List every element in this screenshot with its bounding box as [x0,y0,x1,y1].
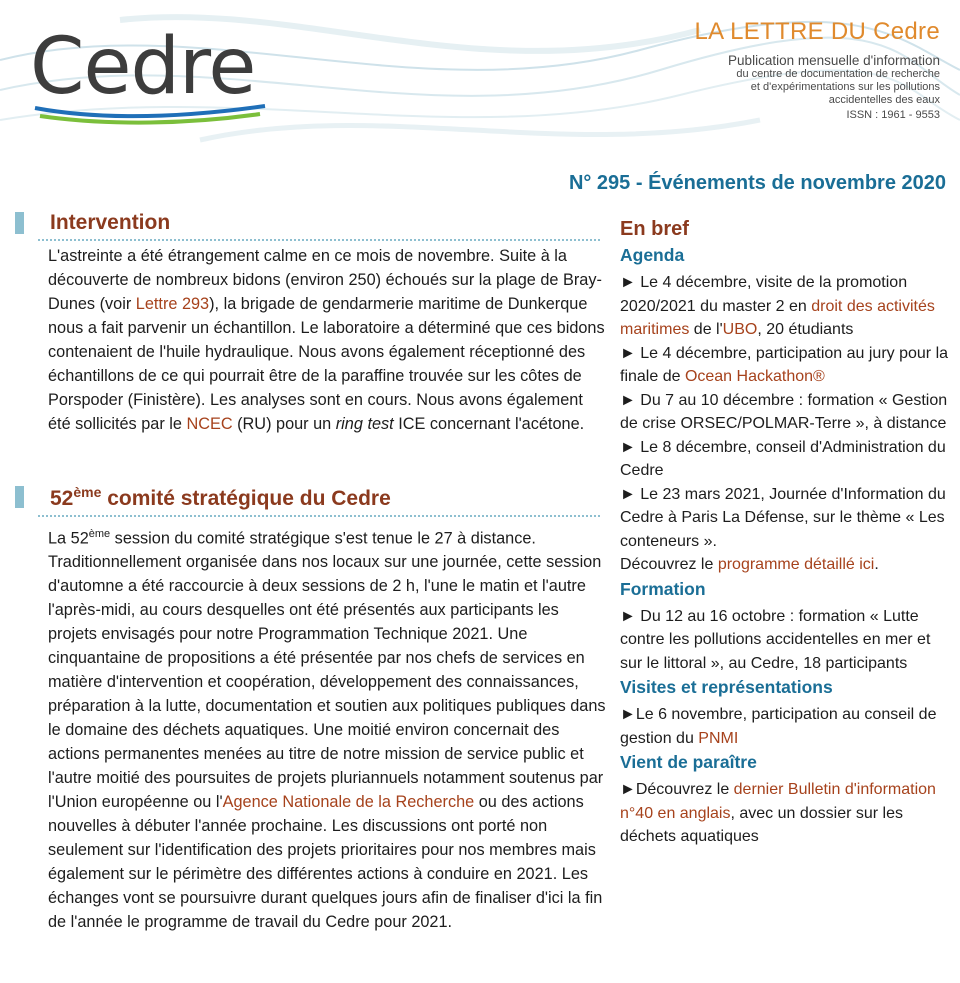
cedre-logo[interactable] [30,22,280,122]
logo-text: Cedre [30,22,256,112]
header [0,0,960,165]
logo-swoosh-icon [30,102,270,128]
publication-info [695,18,940,121]
section-divider [38,239,600,241]
brief-column [620,215,950,849]
link-ocean-hackathon[interactable]: Ocean Hackathon® [684,368,825,385]
link-droit-activites-maritimes[interactable]: droit des activités maritimes [620,297,935,338]
brief-title: En bref [620,218,689,240]
issue-title: N° 295 - Événements de novembre 2020 [568,172,946,194]
agenda-item: ► Le 23 mars 2021, Journée d'Information du Cedre à Paris La Défense, sur le thème « Les conteneurs ». Découvrez le programme détaillé ici. [620,485,946,573]
intervention-paragraph: L'astreinte a été étrangement calme en ce mois de novembre. Suite à la découverte de nombreux bidons (environ 250) échoués sur la plage de Bray-Dunes (voir Lettre 293), la brigade de gendarmerie maritime de Dunkerque nous a fait parvenir un échantillon. Le laboratoire a déterminé que ces bidons contenaient de l'huile hydraulique. Nous avons également réceptionné des échantillons de ce qui pourrait être de la paraffine trouvée sur les côtes de Porspoder (Finistère). Les analyses sont en cours. Nous avons également été sollicités par le NCEC (RU) pour un ring test ICE concernant l'acétone. [48,247,605,433]
publication-subtitle: Publication mensuelle d'information [728,53,940,68]
visits-heading: Visites et représentations [620,677,833,697]
agenda-item: ► Le 4 décembre, visite de la promotion 2020/2021 du master 2 en droit des activités maritimes de l'UBO, 20 étudiants [620,274,935,338]
publication-item: ►Découvrez le dernier Bulletin d'information n°40 en anglais, avec un dossier sur les déchets aquatiques [620,781,936,845]
committee-paragraph: La 52ème session du comité stratégique s'est tenue le 27 à distance. Traditionnellement organisée dans nos locaux sur une journée, cette session d'automne a été raccourcie à deux sessions de 2 h, l'une le matin et l'autre l'après-midi, au cours desquelles ont été présentés aux participants les projets envisagés pour notre Programmation Technique 2021. Une cinquantaine de propositions a été présentée par nos chefs de services en matière d'intervention et coopération, développement des connaissances, préparation à la lutte, documentation et soutien aux politiques publiques dans le domaine des déchets aquatiques. Une moitié environ concernait des actions permanentes menées au titre de notre mission de service public et l'autre moitié des poursuites de projets pluriannuels notamment soutenus par l'Union européenne ou l'Agence Nationale de la Recherche ou des actions nouvelles à débuter l'année prochaine. Les discussions ont porté non seulement sur l'identification des projets prioritaires pour nos membres mais également sur le périmètre des différentes actions à conduire en 2021. Les échanges vont se poursuivre durant quelques jours afin de finaliser d'ici la fin de l'année le programme de travail du Cedre pour 2021. [48,528,606,932]
section-title-committee: 52ème comité stratégique du Cedre [50,484,391,510]
link-programme-detaille[interactable]: programme détaillé ici [717,556,875,573]
visit-item: ►Le 6 novembre, participation au conseil de gestion du PNMI [620,706,937,747]
agenda-item: ► Du 7 au 10 décembre : formation « Gestion de crise ORSEC/POLMAR-Terre », à distance [620,391,948,432]
section-marker [15,212,24,234]
section-title-intervention: Intervention [50,211,171,234]
link-lettre-293[interactable]: Lettre 293 [135,295,210,313]
agenda-heading: Agenda [620,245,685,265]
publication-line: accidentelles des eaux [828,94,940,106]
link-bulletin-40[interactable]: dernier Bulletin d'information n°40 en anglais [620,781,936,822]
publications-heading: Vient de paraître [620,752,757,772]
section-marker [15,486,24,508]
link-ubo[interactable]: UBO [722,321,758,338]
agenda-item: ► Le 4 décembre, participation au jury pour la finale de Ocean Hackathon® [620,344,949,385]
link-anr[interactable]: Agence Nationale de la Recherche [222,793,475,812]
formation-heading: Formation [620,578,706,599]
publication-line: du centre de documentation de recherche [736,68,940,80]
issn: ISSN : 1961 - 9553 [846,109,940,121]
publication-line: et d'expérimentations sur les pollutions [750,81,940,93]
section-divider [38,515,600,517]
agenda-item: ► Le 8 décembre, conseil d'Administration du Cedre [620,438,946,479]
link-ncec[interactable]: NCEC [186,415,233,433]
link-pnmi[interactable]: PNMI [698,729,739,747]
formation-item: ► Du 12 au 16 octobre : formation « Lutte contre les pollutions accidentelles en mer et sur le littoral », au Cedre, 18 participants [620,607,931,672]
publication-title: LA LETTRE DU Cedre [694,18,940,45]
